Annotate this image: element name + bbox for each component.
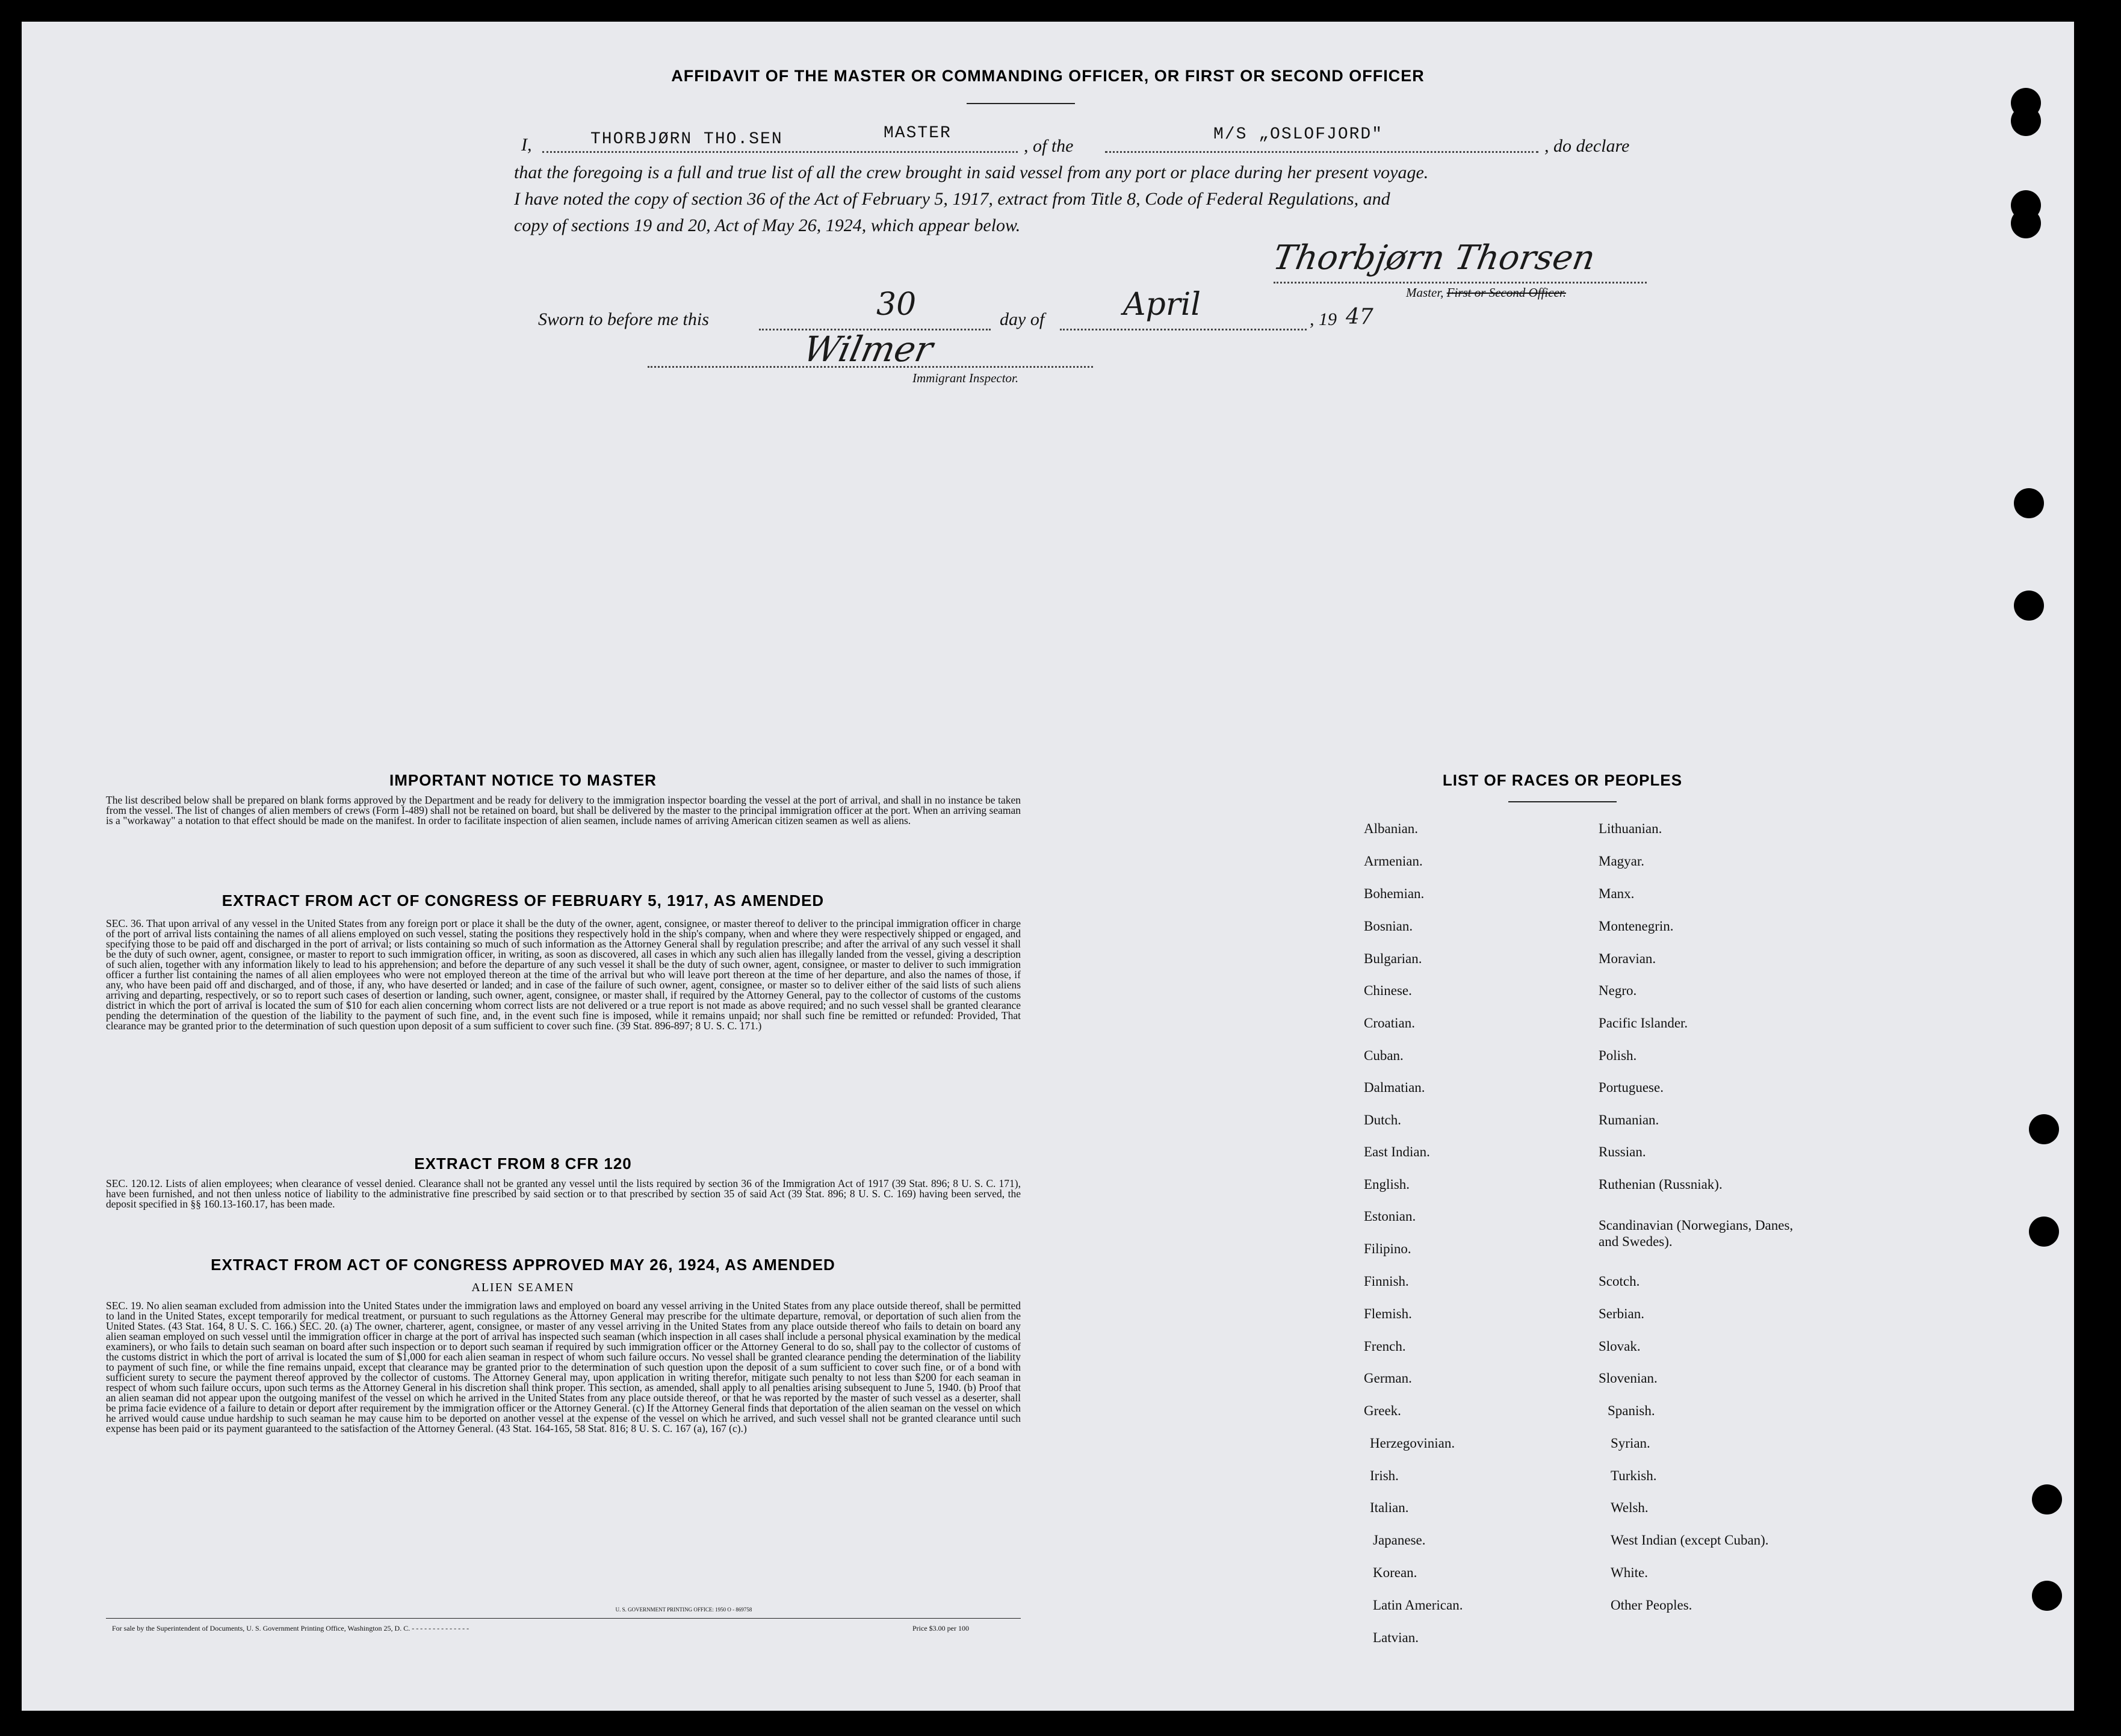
race-right-8: Polish. bbox=[1599, 1048, 1637, 1063]
race-right-12: Ruthenian (Russniak). bbox=[1599, 1177, 1723, 1192]
punch-hole bbox=[2014, 488, 2044, 518]
extract-cfr-text: SEC. 120.12. Lists of alien employees; when clearance of vessel denied. Clearance shall not be granted any vessel until the lists required by section 36 of the Immigration Act of 1917 (39 Stat. 896; 8 U. S. C. 171), have been furnished, and not then unless notice of liability to the administrative fine prescribed by said section or to that prescribed by section 35 of said Act (39 Stat. 896; 8 U. S. C. 169) having been served, the deposit specified in §§ 160.13-160.17, has been made. bbox=[106, 1177, 1021, 1210]
day-of-label: day of bbox=[1000, 309, 1045, 329]
punch-hole bbox=[2032, 1581, 2062, 1611]
alien-seamen-subtitle: ALIEN SEAMEN bbox=[471, 1281, 575, 1294]
vessel-name-value: M/S „OSLOFJORD" bbox=[1213, 125, 1384, 144]
race-right-2: Magyar. bbox=[1599, 854, 1645, 869]
printing-office-note: U. S. GOVERNMENT PRINTING OFFICE: 1950 O - 869758 bbox=[615, 1607, 752, 1613]
race-right-21: Welsh. bbox=[1611, 1500, 1649, 1515]
race-right-13: Scandinavian (Norwegians, Danes, and Swedes). bbox=[1599, 1218, 1794, 1249]
punch-hole bbox=[2029, 1217, 2059, 1247]
of-the-label: , of the bbox=[1024, 136, 1074, 156]
races-title: LIST OF RACES OR PEOPLES bbox=[1442, 771, 1683, 789]
race-left-5: Bulgarian. bbox=[1364, 951, 1422, 966]
declarant-prefix: I, bbox=[521, 135, 532, 155]
master-signature: Thorbjørn Thorsen bbox=[1270, 238, 1599, 277]
race-left-4: Bosnian. bbox=[1364, 919, 1413, 934]
race-left-14: Filipino. bbox=[1364, 1241, 1411, 1256]
race-left-24: Korean. bbox=[1373, 1565, 1417, 1580]
affidavit-body-line-2: I have noted the copy of section 36 of the Act of February 5, 1917, extract from Title 8, Code of Federal Regulations, and bbox=[514, 189, 1390, 209]
race-left-19: Greek. bbox=[1364, 1403, 1401, 1418]
race-left-10: Dutch. bbox=[1364, 1112, 1401, 1127]
document-page bbox=[22, 22, 2074, 1711]
sworn-day-value: 30 bbox=[876, 287, 917, 323]
signature-line bbox=[1274, 282, 1647, 284]
vessel-field-line bbox=[1105, 151, 1538, 153]
inspector-signature: Wilmer bbox=[799, 329, 937, 370]
race-right-20: Turkish. bbox=[1611, 1468, 1657, 1483]
name-field-line bbox=[542, 151, 1018, 153]
race-left-1: Albanian. bbox=[1364, 821, 1419, 836]
race-left-11: East Indian. bbox=[1364, 1144, 1430, 1159]
affidavit-title: AFFIDAVIT OF THE MASTER OR COMMANDING OFFICER, OR FIRST OR SECOND OFFICER bbox=[671, 67, 1425, 85]
race-right-22: West Indian (except Cuban). bbox=[1611, 1533, 1769, 1548]
race-right-19: Syrian. bbox=[1611, 1436, 1650, 1451]
year-suffix-value: 47 bbox=[1346, 305, 1373, 329]
extract-cfr-title: EXTRACT FROM 8 CFR 120 bbox=[414, 1155, 632, 1173]
sworn-month-value: April bbox=[1123, 287, 1201, 323]
race-right-5: Moravian. bbox=[1599, 951, 1656, 966]
race-left-21: Irish. bbox=[1370, 1468, 1399, 1483]
race-right-18: Spanish. bbox=[1608, 1403, 1655, 1418]
year-prefix: , 19 bbox=[1310, 309, 1337, 329]
master-name-value: THORBJØRN THO.SEN bbox=[590, 130, 783, 149]
punch-hole bbox=[2032, 1484, 2062, 1514]
punch-hole bbox=[2014, 591, 2044, 621]
race-right-11: Russian. bbox=[1599, 1144, 1646, 1159]
master-caption-text: Master, bbox=[1406, 285, 1447, 300]
race-left-8: Cuban. bbox=[1364, 1048, 1404, 1063]
race-right-10: Rumanian. bbox=[1599, 1112, 1659, 1127]
race-left-9: Dalmatian. bbox=[1364, 1080, 1425, 1095]
race-left-23: Japanese. bbox=[1373, 1533, 1426, 1548]
punch-hole bbox=[2011, 106, 2041, 136]
race-left-25: Latin American. bbox=[1373, 1598, 1463, 1613]
notice-title: IMPORTANT NOTICE TO MASTER bbox=[389, 771, 657, 789]
race-right-9: Portuguese. bbox=[1599, 1080, 1664, 1095]
sworn-label: Sworn to before me this bbox=[538, 309, 709, 329]
race-left-18: German. bbox=[1364, 1371, 1412, 1386]
race-right-24: Other Peoples. bbox=[1611, 1598, 1692, 1613]
sworn-month-line bbox=[1060, 329, 1307, 330]
extract-1917-text: SEC. 36. That upon arrival of any vessel in the United States from any foreign port or place it shall be the duty of the owner, agent, consignee, or master thereof to deliver to the principal immigration officer in charge of the port of arrival lists containing the names of all aliens employed on such vessel, stating the positions they respectively hold in the ship's company, when and where they were respectively shipped or engaged, and specifying those to be paid off and discharged in the port of arrival; or lists containing so much of such information as the Attorney General shall by regulation prescribe; and after the arrival of any such vessel it shall be the duty of such owner, agent, consignee, or master to report to such immigration officer, in writing, as soon as discovered, all cases in which any such alien has illegally landed from the vessel, giving a description of such alien, together with any information likely to lead to his apprehension; and before the departure of any such vessel it shall be the duty of such owner, agent, consignee, or master to deliver to such immigration officer a further list containing the names of all alien employees who were not employed thereon at the time of the arrival but who will leave port thereon at the time of her departure, and also the names of those, if any, who have been paid off and discharged, and of those, if any, who have deserted or landed; and in case of the failure of such owner, agent, consignee, or master so to deliver either of the said lists of such aliens arriving and departing, respectively, or so to report such cases of desertion or landing, such owner, agent, consignee, or master shall, if required by the Attorney General, pay to the collector of customs of the customs district in which the port of arrival is located the sum of $10 for each alien concerning whom correct lists are not delivered or a true report is not made as above required; and no such vessel shall be granted clearance pending the determination of the question of the liability to the payment of such fine, and, in the event such fine is imposed, while it remains unpaid; nor shall such fine be remitted or refunded: Provided, That clearance may be granted prior to the determination of such question upon deposit of a sum sufficient to cover such fine. (39 Stat. 896-897; 8 U. S. C. 171.) bbox=[106, 917, 1021, 1032]
race-right-4: Montenegrin. bbox=[1599, 919, 1674, 934]
race-right-23: White. bbox=[1611, 1565, 1648, 1580]
race-left-16: Flemish. bbox=[1364, 1306, 1412, 1321]
extract-1917-title: EXTRACT FROM ACT OF CONGRESS OF FEBRUARY 5, 1917, AS AMENDED bbox=[221, 891, 825, 910]
race-right-14: Scotch. bbox=[1599, 1274, 1640, 1289]
footer-rule bbox=[106, 1618, 1021, 1619]
races-underline bbox=[1508, 801, 1617, 802]
master-caption bbox=[1406, 285, 1566, 300]
race-left-7: Croatian. bbox=[1364, 1015, 1415, 1031]
race-left-17: French. bbox=[1364, 1339, 1406, 1354]
race-left-12: English. bbox=[1364, 1177, 1410, 1192]
race-right-15: Serbian. bbox=[1599, 1306, 1645, 1321]
price-note: Price $3.00 per 100 bbox=[912, 1624, 969, 1632]
race-left-15: Finnish. bbox=[1364, 1274, 1409, 1289]
punch-hole bbox=[2029, 1114, 2059, 1144]
race-right-7: Pacific Islander. bbox=[1599, 1015, 1688, 1031]
race-left-20: Herzegovinian. bbox=[1370, 1436, 1455, 1451]
race-right-6: Negro. bbox=[1599, 983, 1637, 998]
notice-text: The list described below shall be prepared on blank forms approved by the Department and be ready for delivery to the immigration inspector boarding the vessel at the port of arrival, and shall in no instance be taken from the vessel. The list of changes of alien members of crews (Form I-489) shall not be retained on board, but shall be delivered by the master to the principal immigration officer at the port. When an arriving seaman is a "workaway" a notation to that effect should be made on the manifest. In order to facilitate inspection of alien seamen, include names of arriving American citizen seamen as well as aliens. bbox=[106, 794, 1021, 826]
affidavit-body-line-1: that the foregoing is a full and true list of all the crew brought in said vessel from any port or place during her present voyage. bbox=[514, 163, 1429, 182]
rank-value: MASTER bbox=[884, 124, 952, 143]
extract-1924-text: SEC. 19. No alien seaman excluded from admission into the United States under the immigration laws and employed on board any vessel arriving in the United States from any place outside thereof, shall be permitted to land in the United States, except temporarily for medical treatment, or pursuant to such regulations as the Attorney General may prescribe for the ultimate departure, removal, or deportation of such alien from the United States. (43 Stat. 164, 8 U. S. C. 166.) SEC. 20. (a) The owner, charterer, agent, consignee, or master of any vessel arriving in the United States from any place outside thereof who fails to detain on board any alien seaman employed on such vessel until the immigration officer in charge at the port of arrival has inspected such seaman (which inspection in all cases shall include a personal physical examination by the medical examiners), or who fails to detain such seaman on board after such inspection or to deport such seaman if required by such immigration officer or the Attorney General to do so, shall pay to the collector of customs of the customs district in which the port of arrival is located the sum of $1,000 for each alien seaman in respect of whom such failure occurs. No vessel shall be granted clearance pending the determination of the liability to payment of such fine, or while the fine remains unpaid, except that clearance may be granted prior to the determination of such question upon the deposit of a sum sufficient to cover such fine, or of a bond with sufficient surety to secure the payment thereof approved by the collector of customs. The Attorney General may, upon application in writing therefor, mitigate such penalty to not less than $200 for each seaman in respect of whom such failure occurs, upon such terms as the Attorney General in his discretion shall think proper. This section, as amended, shall apply to all penalties arising subsequent to June 5, 1940. (b) Proof that an alien seaman did not appear upon the outgoing manifest of the vessel on which he arrived in the United States from any place outside thereof, or that he was reported by the master of such vessel as a deserter, shall be prima facie evidence of a failure to detain or deport after requirement by the immigration officer or the Attorney General. (c) If the Attorney General finds that deportation of the alien seaman on the vessel on which he arrived would cause undue hardship to such seaman he may cause him to be deported on another vessel at the expense of the vessel on which he arrived, and such vessel shall not be granted clearance until such expense has been paid or its payment guaranteed to the satisfaction of the Attorney General. (43 Stat. 164-165, 58 Stat. 816; 8 U. S. C. 167 (a), 167 (c).) bbox=[106, 1300, 1021, 1434]
race-right-1: Lithuanian. bbox=[1599, 821, 1662, 836]
extract-1924-title: EXTRACT FROM ACT OF CONGRESS APPROVED MAY 26, 1924, AS AMENDED bbox=[211, 1256, 835, 1274]
do-declare-label: , do declare bbox=[1544, 136, 1630, 156]
race-left-2: Armenian. bbox=[1364, 854, 1423, 869]
for-sale-note: For sale by the Superintendent of Documents, U. S. Government Printing Office, Washington 25, D. C. - - - - - - - - - - - - - - bbox=[112, 1624, 469, 1632]
race-left-22: Italian. bbox=[1370, 1500, 1409, 1515]
race-right-3: Manx. bbox=[1599, 886, 1635, 901]
race-left-13: Estonian. bbox=[1364, 1209, 1416, 1224]
punch-hole bbox=[2011, 208, 2041, 238]
race-left-6: Chinese. bbox=[1364, 983, 1412, 998]
race-right-17: Slovenian. bbox=[1599, 1371, 1658, 1386]
inspector-caption: Immigrant Inspector. bbox=[912, 371, 1019, 385]
race-left-26: Latvian. bbox=[1373, 1630, 1419, 1645]
inspector-line bbox=[648, 366, 1093, 368]
struck-officer-caption: First or Second Officer. bbox=[1446, 285, 1566, 300]
race-right-16: Slovak. bbox=[1599, 1339, 1641, 1354]
title-underline bbox=[967, 103, 1075, 104]
affidavit-body-line-3: copy of sections 19 and 20, Act of May 26, 1924, which appear below. bbox=[514, 215, 1021, 235]
race-left-3: Bohemian. bbox=[1364, 886, 1425, 901]
